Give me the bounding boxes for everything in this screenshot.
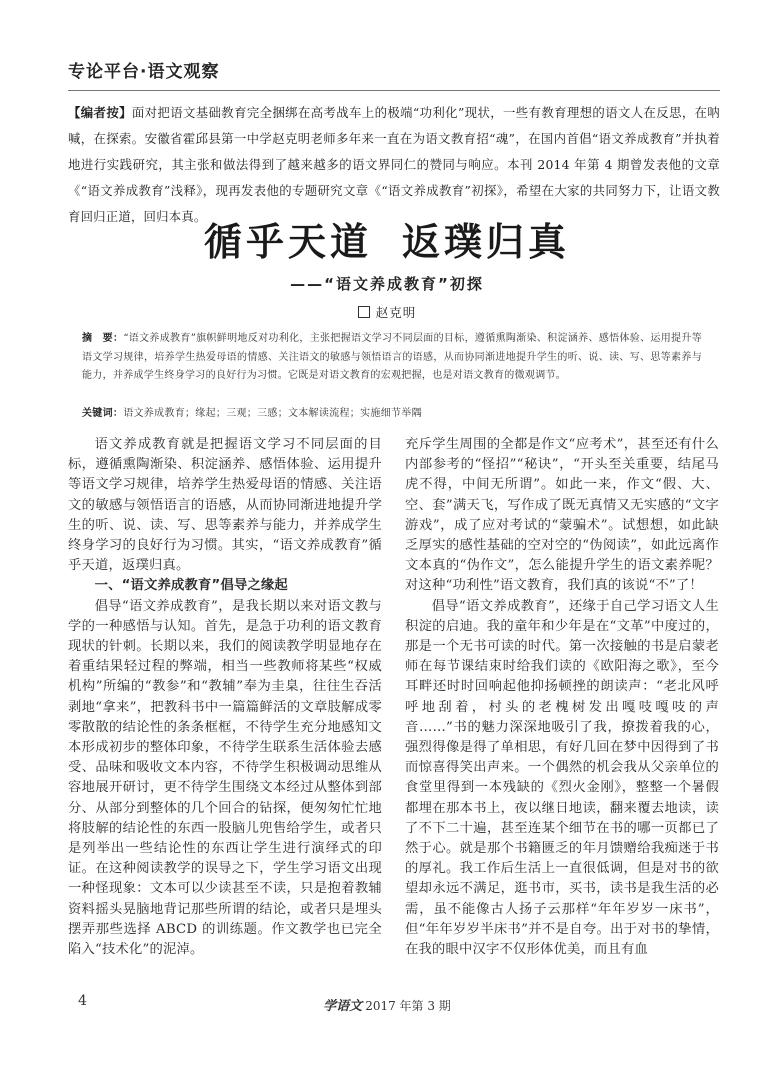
article-title	[0, 218, 774, 266]
abstract-label: 摘 要：	[82, 333, 124, 344]
body-paragraph: 语文养成教育就是把握语文学习不同层面的目标，遵循熏陶渐染、积淀涵养、感悟体验、运用提升等语文学习规律，培养学生热爱母语的情感、关注语文的敏感与领悟语言的语感，从而协同渐进地提升学生的听、说、读、写、思等素养与能力，并养成学生终身学习的良好行为习惯。其实，“语文养成教育”循乎天道，返璞归真。	[68, 437, 382, 574]
running-header	[68, 60, 720, 91]
section-heading: 一、“语文养成教育”倡导之缘起	[94, 578, 288, 594]
article-title-part1: 循乎天道	[203, 220, 372, 264]
body-column-left	[68, 435, 382, 960]
editor-note-text: 面对把语文基础教育完全捆绑在高考战车上的极端“功利化”现状，一些有教育理想的语文人在反思，在呐喊，在探索。安徽省霍邱县第一中学赵克明老师多年来一直在为语文教育招“魂”，在国内首倡“语文养成教育”并执着地进行实践研究，其主张和做法得到了越来越多的语文界同仁的赞同与响应。本刊 2014 年第 4 期曾发表他的文章《“语文养成教育”浅释》，现再发表他的专题研究文章《“语文养成教育”初探》，希望在大家的共同努力下，让语文教育回归正道，回归本真。	[68, 105, 720, 224]
author-box-icon	[358, 306, 370, 318]
journal-name: 学语文	[323, 999, 363, 1014]
section-title: 专论平台·语文观察	[68, 62, 220, 82]
abstract-text: “语文养成教育”旗帜鲜明地反对功利化，主张把握语文学习不同层面的目标，遵循熏陶渐染、积淀涵养、感悟体验、运用提升等语文学习规律，培养学生热爱母语的情感、关注语文的敏感与领悟语言的语感，从而协同渐进地提升学生的听、说、读、写、思等素养与能力，并养成学生终身学习的良好行为习惯。它既是对语文教育的宏观把握，也是对语文教育的微观调节。	[82, 333, 703, 381]
editor-note-label: 【编者按】	[68, 105, 132, 120]
footer-journal	[0, 995, 774, 1014]
keywords-text: 语文养成教育；缘起；三观；三感；文本解读流程；实施细节举隅	[123, 408, 422, 419]
article-title-part2: 返璞归真	[402, 220, 571, 264]
body-paragraph-continued: 充斥学生周围的全都是作文“应考术”，甚至还有什么内部参考的“怪招”“秘诀”，“开头至关重要，结尾马虎不得，中间无所谓”。如此一来，作文“假、大、空、套”满天飞，写作成了既无真情又无实感的“文字游戏”，成了应对考试的“蒙骗术”。试想想，如此缺乏厚实的感性基础的空对空的“伪阅读”，如此远离作文本真的“伪作文”，怎么能提升学生的语文素养呢？对这种“功利性”语文教育，我们真的该说“不”了！	[405, 437, 719, 594]
journal-issue: 2017 年第 3 期	[365, 999, 451, 1013]
author-name: 赵克明	[375, 305, 417, 320]
keywords	[82, 405, 702, 423]
header-divider	[68, 90, 720, 91]
author-line	[0, 304, 774, 322]
keywords-label: 关键词：	[82, 408, 124, 419]
body-paragraph: 倡导“语文养成教育”，还缘于自己学习语文人生积淀的启迪。我的童年和少年是在“文革”中度过的，那是一个无书可读的时代。第一次接触的书是启蒙老师在每节课结束时给我们读的《欧阳海之歌》，至今耳畔还时时回响起他抑扬顿挫的朗读声：“老北风呼呼地刮着，村头的老槐树发出嘎吱嘎吱的声音……”书的魅力深深地吸引了我，撩拨着我的心，强烈得像是得了单相思，有好几回在梦中因得到了书而惊喜得笑出声来。一个偶然的机会我从父亲单位的食堂里得到一本残缺的《烈火金刚》，整整一个暑假都埋在那本书上，夜以继日地读，翻来覆去地读，读了不下二十遍，甚至连某个细节在书的哪一页都已了然于心。就是那个书籍匮乏的年月馈赠给我痴迷于书的厚礼。我工作后生活上一直很低调，但是对书的欲望却永远不满足，逛书市，买书，读书是我生活的必需，虽不能像古人扬子云那样“年年岁岁一床书”，但“年年岁岁半床书”并不是自夸。出于对书的挚情，在我的眼中汉字不仅形体优美，而且有血	[405, 598, 719, 958]
abstract	[82, 330, 702, 386]
article-title-block	[0, 218, 774, 322]
editor-note	[68, 100, 720, 230]
body-paragraph: 倡导“语文养成教育”，是我长期以来对语文教与学的一种感悟与认知。首先，是急于功利的语文教育现状的针刺。长期以来，我们的阅读教学明显地存在着重结果轻过程的弊端，相当一些教师将某些“权威机构”所编的“教参”和“教辅”奉为圭臬，往往生吞活剥地“拿来”，把教科书中一篇篇鲜活的文章肢解成零零散散的结论性的条条框框，不待学生充分地感知文本形成初步的整体印象，不待学生联系生活体验去感受、品味和吸收文本内容，不待学生积极调动思维从容地展开研讨，更不待学生围绕文本经过从整体到部分、从部分到整体的几个回合的钻探，便匆匆忙忙地将肢解的结论性的东西一股脑儿兜售给学生，或者只是列举出一些结论性的东西让学生进行演绎式的印证。在这种阅读教学的误导之下，学生学习语文出现一种怪现象：文本可以少读甚至不读，只是抱着教辅资料摇头晃脑地背记那些所谓的结论，或者只是埋头摆弄那些选择 ABCD 的训练题。作文教学也已完全陷入“技术化”的泥淖。	[68, 598, 382, 958]
article-subtitle: ——“语文养成教育”初探	[290, 275, 484, 293]
body-column-right	[405, 435, 719, 960]
page-number: 4	[78, 993, 87, 1009]
